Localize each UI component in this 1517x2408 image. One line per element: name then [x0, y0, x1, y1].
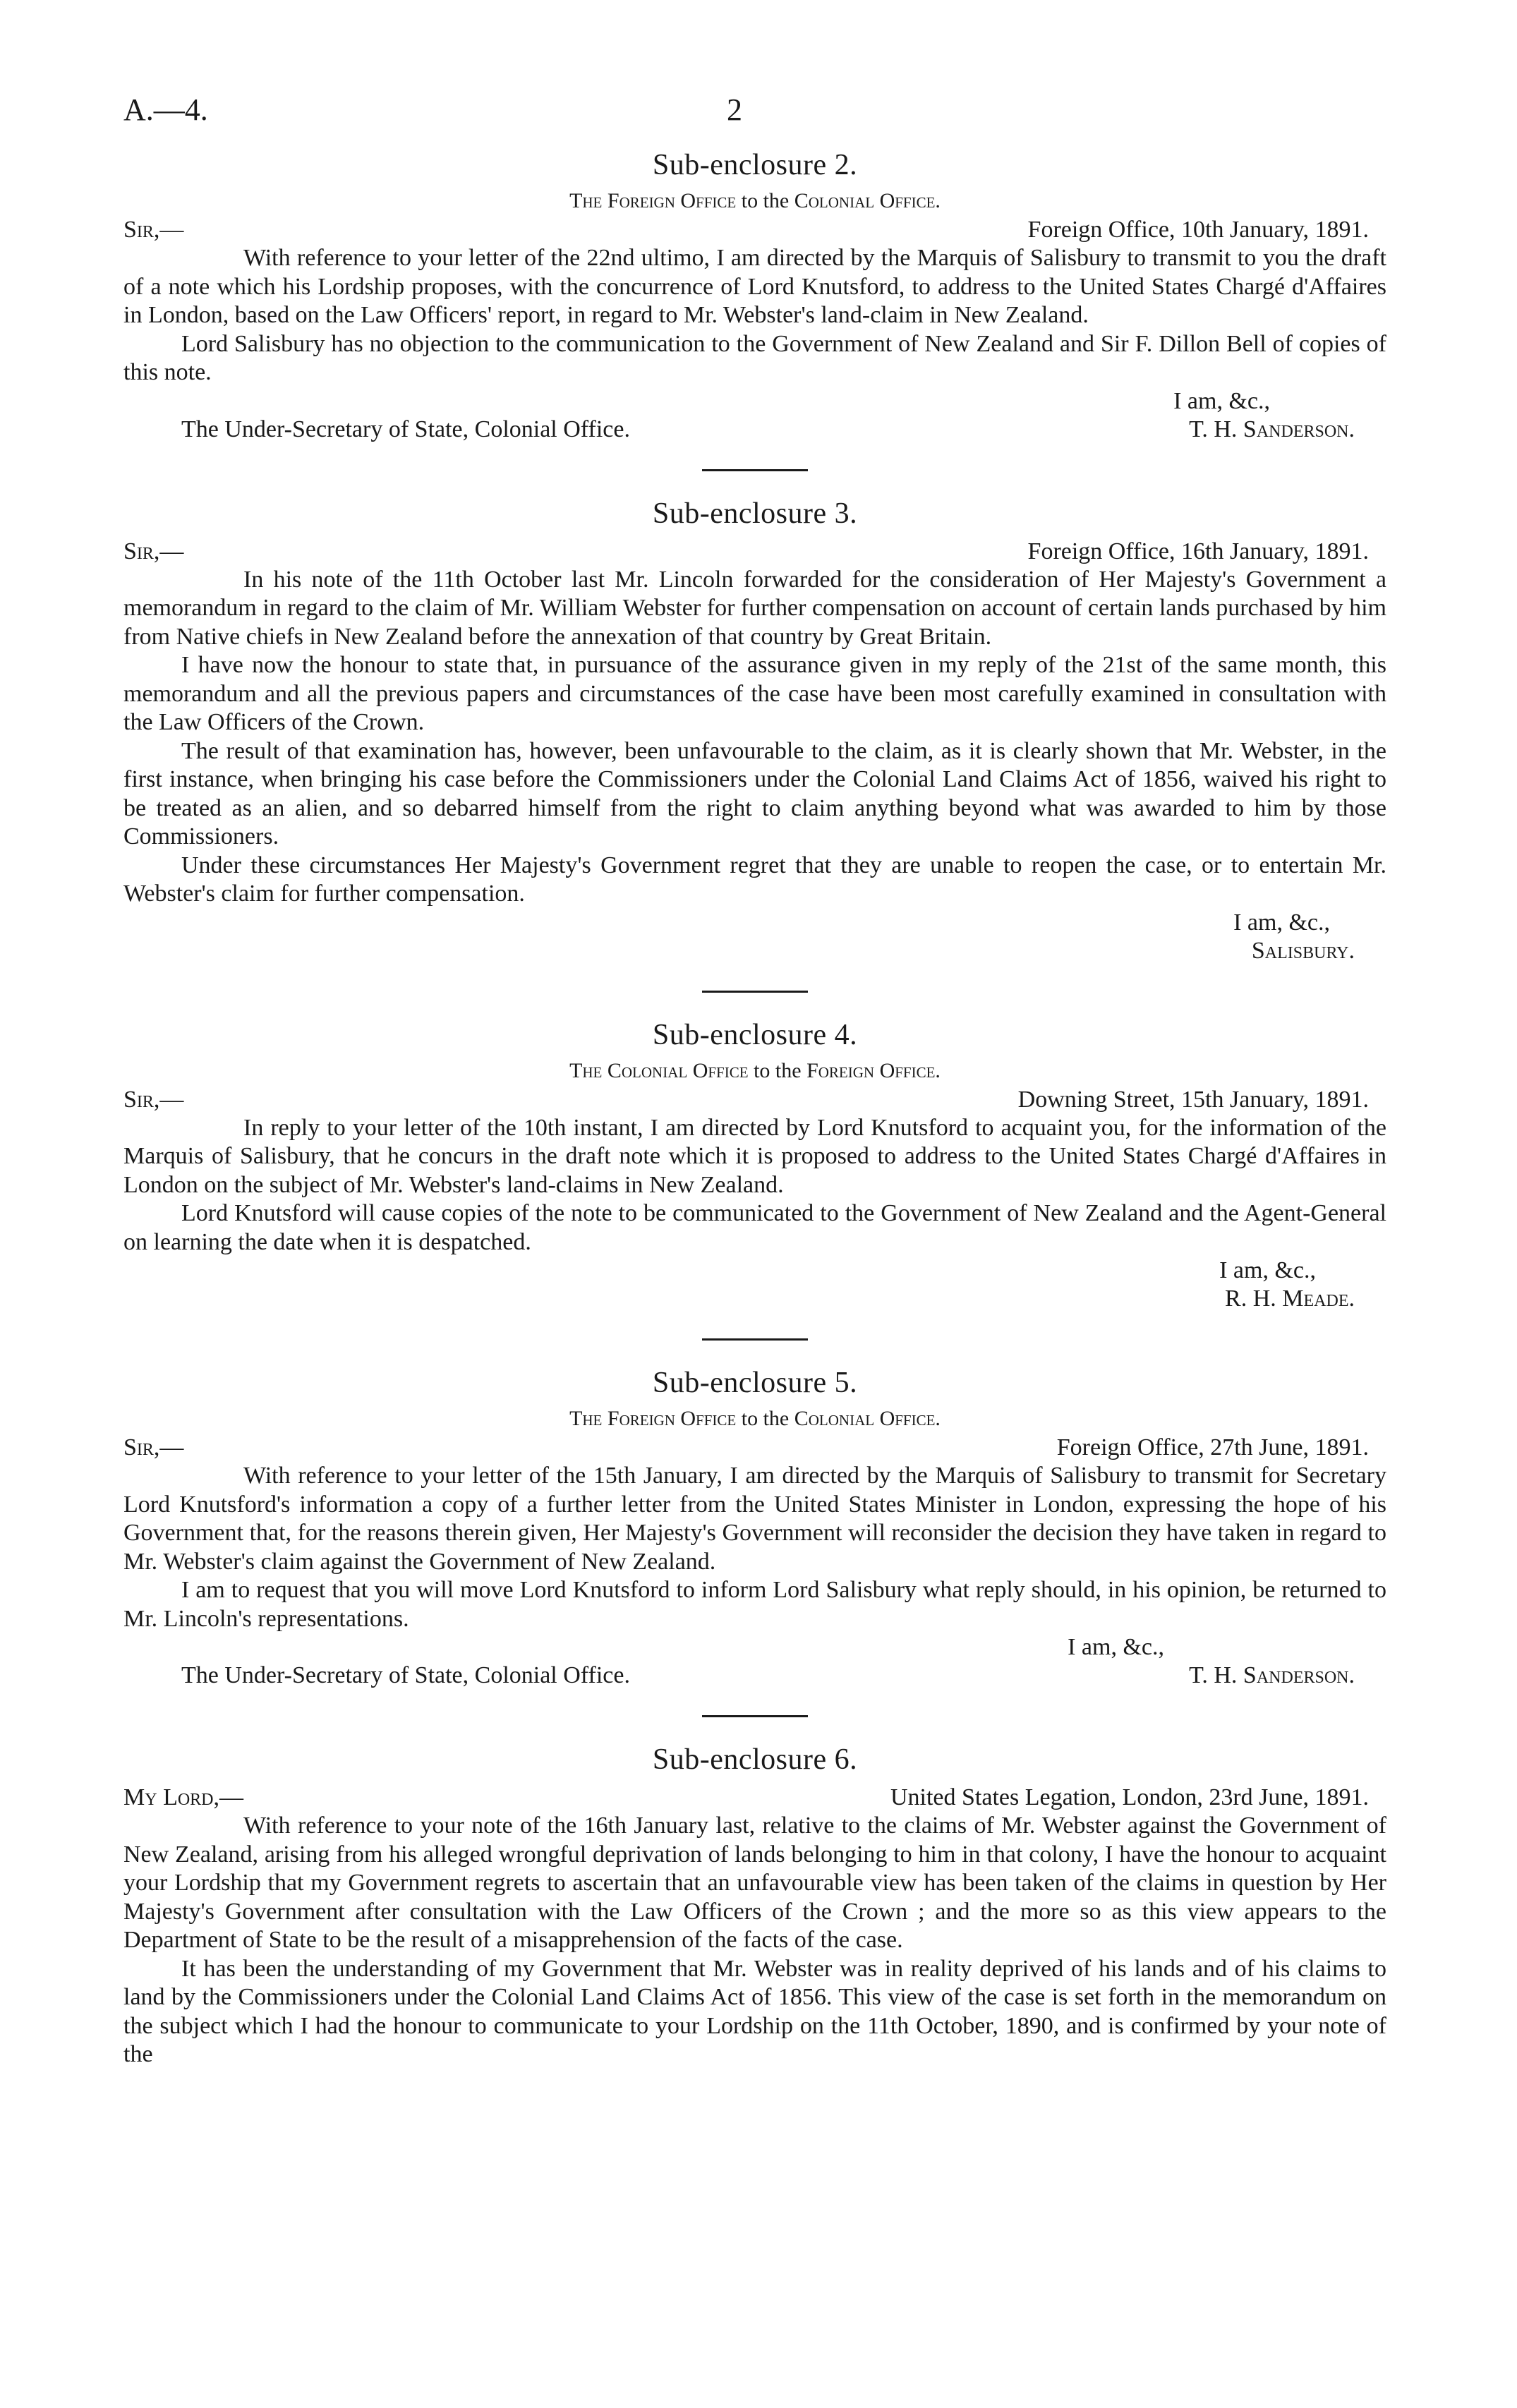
section-divider: [702, 1338, 808, 1341]
salutation: Sir,—: [123, 1086, 184, 1113]
closing: I am, &c.,: [1233, 909, 1330, 936]
page-identifier: A.—4.: [123, 92, 208, 127]
sender: The Foreign Office: [569, 189, 737, 212]
addressee-signature-row: [123, 1662, 1386, 1690]
document-page: [123, 92, 1386, 2069]
addressee: The Under-Secretary of State, Colonial Office.: [181, 1662, 630, 1688]
letter-location-date: Downing Street, 15th January, 1891.: [1017, 1086, 1369, 1113]
salutation-row: [123, 1784, 1386, 1812]
paragraph: I am to request that you will move Lord Knutsford to inform Lord Salisbury what reply should, in his opinion, be returned to Mr. Lincoln's representations.: [123, 1577, 1386, 1632]
closing-block: [123, 1257, 1386, 1313]
salutation: Sir,—: [123, 1434, 184, 1460]
sub-enclosure-5: [123, 1366, 1386, 1690]
paragraph: Lord Knutsford will cause copies of the note to be communicated to the Government of New Zealand and the Agent-General on learning the date when it is despatched.: [123, 1200, 1386, 1255]
paragraph: With reference to your letter of the 15th January, I am directed by the Marquis of Salisbury to transmit for Secretary Lord Knutsford's information a copy of a further letter from the United States Minister in London, expressing the hope of his Government that, for the reasons therein given, Her Majesty's Government will reconsider the decision they have taken in regard to Mr. Webster's claim against the Government of New Zealand.: [123, 1463, 1386, 1575]
page-header: [123, 92, 1386, 148]
paragraph: In reply to your letter of the 10th instant, I am directed by Lord Knutsford to acquaint you, for the information of the Marquis of Salisbury, that he concurs in the draft note which it is proposed to address to the United States Chargé d'Affaires in London on the subject of Mr. Webster's land-claims in New Zealand.: [123, 1114, 1386, 1198]
sender: The Foreign Office: [569, 1407, 737, 1430]
paragraph: The result of that examination has, however, been unfavourable to the claim, as it is clearly shown that Mr. Webster, in the first instance, when bringing his case before the Commissioners under the Colonial Land Claims Act of 1856, waived his right to be treated as an alien, and so debarred himself from the right to claim anything beyond what was awarded to him by those Commissioners.: [123, 737, 1386, 849]
paragraph: It has been the understanding of my Government that Mr. Webster was in reality deprived of his lands and of his claims to land by the Commissioners under the Colonial Land Claims Act of 1856. This view of the case is set forth in the memorandum on the subject which I had the honour to communicate to your Lordship on the 11th October, 1890, and is confirmed by your note of the: [123, 1955, 1386, 2067]
salutation: Sir,—: [123, 538, 184, 564]
signature: Salisbury.: [1251, 937, 1355, 964]
connector: to the: [741, 189, 790, 212]
salutation-row: [123, 538, 1386, 566]
recipient: Foreign Office.: [806, 1058, 941, 1082]
closing-block: [123, 909, 1386, 965]
section-title: Sub-enclosure 4.: [652, 1018, 858, 1051]
salutation: Sir,—: [123, 217, 184, 243]
from-to-line: [123, 1059, 1386, 1083]
recipient: Colonial Office.: [794, 1407, 941, 1430]
closing: I am, &c.,: [1068, 1634, 1164, 1660]
section-divider: [702, 469, 808, 471]
letter-location-date: Foreign Office, 16th January, 1891.: [1027, 538, 1369, 564]
signature: T. H. Sanderson.: [1189, 1662, 1355, 1688]
addressee-signature-row: [123, 416, 1386, 444]
paragraph: In his note of the 11th October last Mr. Lincoln forwarded for the consideration of Her Majesty's Government a memorandum in regard to the claim of Mr. William Webster for further compensation on account of certain lands purchased by him from Native chiefs in New Zealand before the annexation of that country by Great Britain.: [123, 566, 1386, 650]
closing: I am, &c.,: [1219, 1257, 1316, 1283]
section-divider: [702, 991, 808, 993]
paragraph: I have now the honour to state that, in pursuance of the assurance given in my reply of the 21st of the same month, this memorandum and all the previous papers and circumstances of the case have been most carefully examined in consultation with the Law Officers of the Crown.: [123, 652, 1386, 735]
addressee: The Under-Secretary of State, Colonial Office.: [181, 416, 630, 442]
paragraph: Lord Salisbury has no objection to the communication to the Government of New Zealand and Sir F. Dillon Bell of copies of this note.: [123, 330, 1386, 385]
connector: to the: [741, 1407, 790, 1430]
section-title: Sub-enclosure 5.: [652, 1367, 858, 1399]
signature: R. H. Meade.: [1225, 1285, 1355, 1312]
paragraph: With reference to your letter of the 22nd ultimo, I am directed by the Marquis of Salisbury to transmit to you the draft of a note which his Lordship proposes, with the concurrence of Lord Knutsford, to address to the United States Chargé d'Affaires in London, based on the Law Officers' report, in regard to Mr. Webster's land-claim in New Zealand.: [123, 245, 1386, 328]
from-to-line: [123, 189, 1386, 213]
closing: I am, &c.,: [1173, 387, 1270, 414]
paragraph: With reference to your note of the 16th January last, relative to the claims of Mr. Webster against the Government of New Zealand, arising from his alleged wrongful deprivation of lands belonging to him in that colony, I have the honour to acquaint your Lordship that my Government regrets to ascertain that an unfavourable view has been taken of the claims in question by Her Majesty's Government after consultation with the Law Officers of the Crown ; and the more so as this view appears to the Department of State to be the result of a misapprehension of the facts of the case.: [123, 1813, 1386, 1953]
signature: T. H. Sanderson.: [1189, 416, 1355, 442]
salutation-row: [123, 216, 1386, 244]
recipient: Colonial Office.: [794, 189, 941, 212]
letter-location-date: Foreign Office, 10th January, 1891.: [1027, 217, 1369, 243]
section-title: Sub-enclosure 3.: [652, 497, 858, 530]
from-to-line: [123, 1407, 1386, 1431]
letter-location-date: United States Legation, London, 23rd June, 1891.: [890, 1784, 1369, 1810]
paragraph: Under these circumstances Her Majesty's Government regret that they are unable to reopen the case, or to entertain Mr. Webster's claim for further compensation.: [123, 852, 1386, 907]
connector: to the: [754, 1058, 802, 1082]
sub-enclosure-4: [123, 1018, 1386, 1314]
sub-enclosure-6: [123, 1743, 1386, 2069]
salutation: My Lord,—: [123, 1784, 244, 1810]
section-divider: [702, 1715, 808, 1717]
section-title: Sub-enclosure 6.: [652, 1743, 858, 1776]
sender: The Colonial Office: [569, 1058, 749, 1082]
sub-enclosure-2: [123, 148, 1386, 444]
letter-location-date: Foreign Office, 27th June, 1891.: [1056, 1434, 1369, 1460]
salutation-row: [123, 1434, 1386, 1462]
sub-enclosure-3: [123, 497, 1386, 965]
salutation-row: [123, 1086, 1386, 1114]
section-title: Sub-enclosure 2.: [652, 149, 858, 181]
page-number: 2: [727, 92, 742, 127]
